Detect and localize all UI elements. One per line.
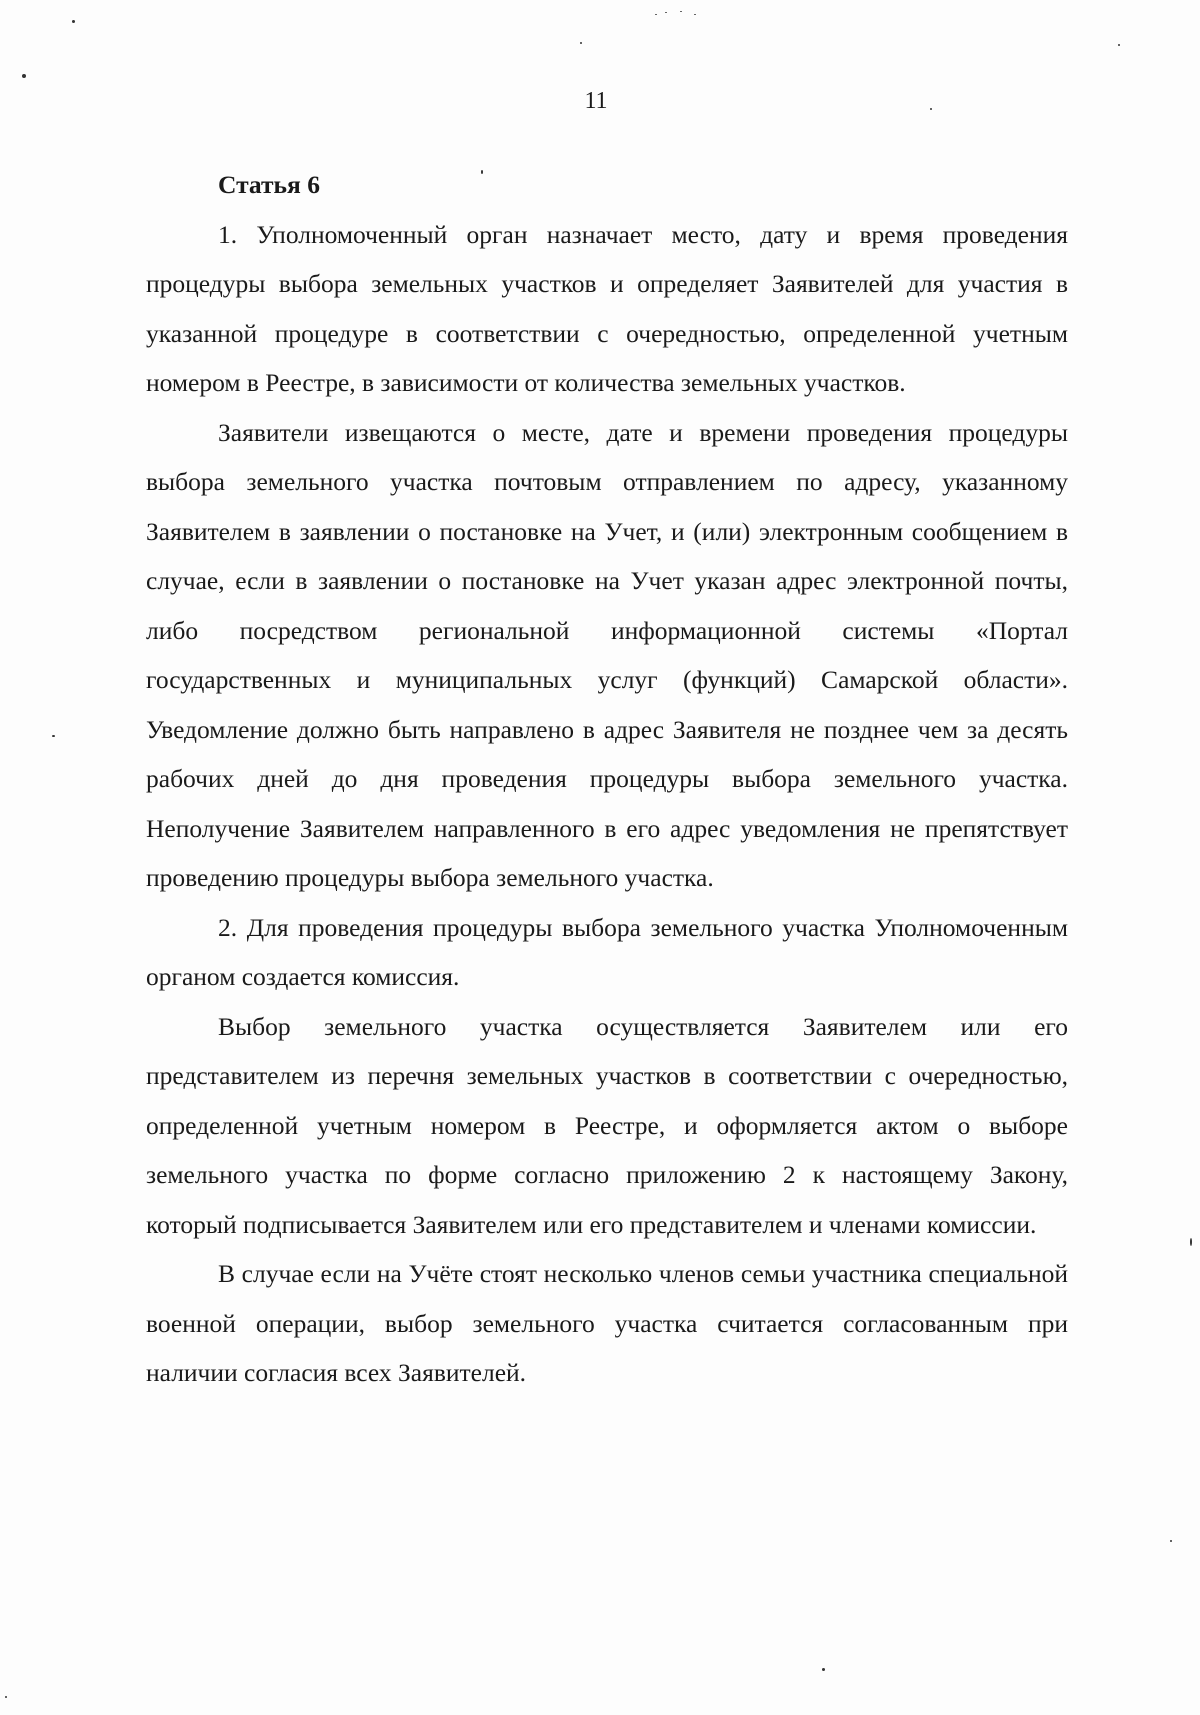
scan-speck xyxy=(930,108,932,110)
scan-speck xyxy=(52,735,55,737)
paragraph-2: Заявители извещаются о месте, дате и времени проведения процедуры выбора земельного участка почтовым отправлением по адресу, указанному Заявителем в заявлении о постановке на Учет, и (или) электронным сообщением в случае, если в заявлении о постановке на Учет указан адрес электронной почты, либо посредством региональной информационной системы «Портал государственных и муниципальных услуг (функций) Самарской области». Уведомление должно быть направлено в адрес Заявителя не позднее чем за десять рабочих дней до дня проведения процедуры выбора земельного участка. Неполучение Заявителем направленного в его адрес уведомления не препятствует проведению процедуры выбора земельного участка. xyxy=(146,417,1068,892)
paragraph-1: 1. Уполномоченный орган назначает место, дату и время проведения процедуры выбора земельных участков и определяет Заявителей для участия в указанной процедуре в соответствии с очередностью, определенной учетным номером в Реестре, в зависимости от количества земельных участков. xyxy=(146,219,1068,397)
scan-speck xyxy=(481,170,483,174)
scan-speck xyxy=(580,42,582,44)
scan-speck xyxy=(665,12,667,13)
document-body xyxy=(146,160,1068,1398)
page-number: 11 xyxy=(584,88,608,114)
scan-speck xyxy=(655,14,657,15)
scan-speck xyxy=(5,1696,7,1698)
scan-speck xyxy=(72,20,75,23)
paragraph-5: В случае если на Учёте стоят несколько членов семьи участника специальной военной операции, выбор земельного участка считается согласованным при наличии согласия всех Заявителей. xyxy=(146,1259,1068,1387)
scan-speck xyxy=(680,11,682,12)
paragraph-3: 2. Для проведения процедуры выбора земельного участка Уполномоченным органом создается комиссия. xyxy=(146,912,1068,991)
scan-speck xyxy=(22,74,26,78)
scan-speck xyxy=(1170,1540,1172,1542)
paragraph-4: Выбор земельного участка осуществляется Заявителем или его представителем из перечня земельных участков в соответствии с очередностью, определенной учетным номером в Реестре, и оформляется актом о выборе земельного участка по форме согласно приложению 2 к настоящему Закону, который подписывается Заявителем или его представителем и членами комиссии. xyxy=(146,1011,1068,1239)
article-title: Статья 6 xyxy=(218,170,320,199)
scan-speck xyxy=(1118,44,1120,46)
scan-speck xyxy=(822,1668,825,1671)
scan-speck xyxy=(1190,1238,1192,1246)
scan-speck xyxy=(694,14,696,15)
